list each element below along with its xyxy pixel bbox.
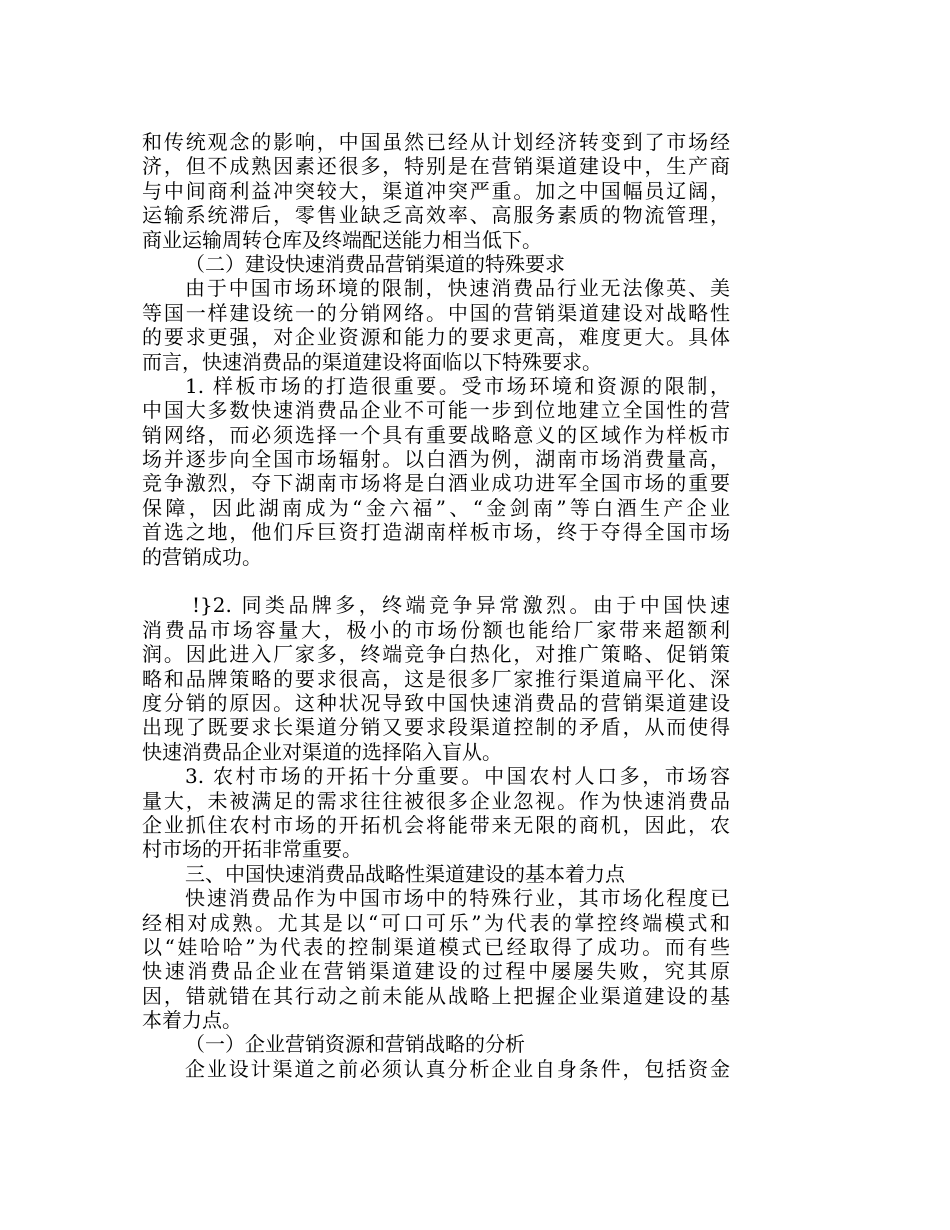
text-line: 以“娃哈哈”为代表的控制渠道模式已经取得了成功。而有些 — [142, 934, 730, 959]
text-line: 和传统观念的影响，中国虽然已经从计划经济转变到了市场经 — [142, 130, 730, 154]
text-line: 运输系统滞后，零售业缺乏高效率、高服务素质的物流管理， — [142, 203, 730, 228]
document-page — [142, 130, 730, 1081]
text-line: 首选之地，他们斥巨资打造湖南样板市场，终于夺得全国市场 — [142, 520, 730, 545]
text-line: 度分销的原因。这种状况导致中国快速消费品的营销渠道建设 — [142, 690, 730, 715]
text-line: 1. 样板市场的打造很重要。受市场环境和资源的限制， — [185, 373, 730, 398]
blank-line — [142, 569, 730, 593]
text-line: 企业设计渠道之前必须认真分析企业自身条件，包括资金 — [185, 1056, 730, 1081]
text-line: 与中间商利益冲突较大，渠道冲突严重。加之中国幅员辽阔， — [142, 178, 730, 203]
section-heading: 三、中国快速消费品战略性渠道建设的基本着力点 — [185, 861, 625, 886]
text-line: 快速消费品作为中国市场中的特殊行业，其市场化程度已 — [185, 886, 730, 911]
text-line: 经相对成熟。尤其是以“可口可乐”为代表的掌控终端模式和 — [142, 910, 730, 935]
text-line: 济，但不成熟因素还很多，特别是在营销渠道建设中，生产商 — [142, 154, 730, 179]
text-line: 量大，未被满足的需求往往被很多企业忽视。作为快速消费品 — [142, 788, 730, 813]
text-line: 略和品牌策略的要求很高，这是很多厂家推行渠道扁平化、深 — [142, 666, 730, 691]
text-line: 场并逐步向全国市场辐射。以白酒为例，湖南市场消费量高， — [142, 447, 730, 472]
text-line: 出现了既要求长渠道分销又要求段渠道控制的矛盾，从而使得 — [142, 715, 730, 740]
section-heading: （一）企业营销资源和营销战略的分析 — [185, 1032, 525, 1057]
text-line: 保障，因此湖南成为“金六福”、“金剑南”等白酒生产企业 — [142, 495, 730, 520]
text-line: 3. 农村市场的开拓十分重要。中国农村人口多，市场容 — [185, 764, 730, 789]
section-heading: （二）建设快速消费品营销渠道的特殊要求 — [185, 251, 565, 276]
text-line: !}2. 同类品牌多，终端竞争异常激烈。由于中国快速 — [192, 593, 730, 618]
text-line: 快速消费品企业在营销渠道建设的过程中屡屡失败，究其原 — [142, 959, 730, 984]
text-line: 而言，快速消费品的渠道建设将面临以下特殊要求。 — [142, 349, 602, 374]
text-line: 消费品市场容量大，极小的市场份额也能给厂家带来超额利 — [142, 617, 730, 642]
text-line: 快速消费品企业对渠道的选择陷入盲从。 — [142, 739, 502, 764]
text-line: 竞争激烈，夺下湖南市场将是白酒业成功进军全国市场的重要 — [142, 471, 730, 496]
text-line: 中国大多数快速消费品企业不可能一步到位地建立全国性的营 — [142, 398, 730, 423]
text-line: 等国一样建设统一的分销网络。中国的营销渠道建设对战略性 — [142, 300, 730, 325]
text-line: 村市场的开拓非常重要。 — [142, 837, 362, 862]
text-line: 润。因此进入厂家多，终端竞争白热化，对推广策略、促销策 — [142, 642, 730, 667]
text-line: 因，错就错在其行动之前未能从战略上把握企业渠道建设的基 — [142, 983, 730, 1008]
text-line: 销网络，而必须选择一个具有重要战略意义的区域作为样板市 — [142, 422, 730, 447]
text-line: 商业运输周转仓库及终端配送能力相当低下。 — [142, 227, 542, 252]
text-line: 由于中国市场环境的限制，快速消费品行业无法像英、美 — [185, 276, 730, 301]
text-line: 的营销成功。 — [142, 544, 262, 569]
text-line: 企业抓住农村市场的开拓机会将能带来无限的商机，因此，农 — [142, 812, 730, 837]
text-line: 本着力点。 — [142, 1008, 242, 1033]
text-line: 的要求更强，对企业资源和能力的要求更高，难度更大。具体 — [142, 325, 730, 350]
